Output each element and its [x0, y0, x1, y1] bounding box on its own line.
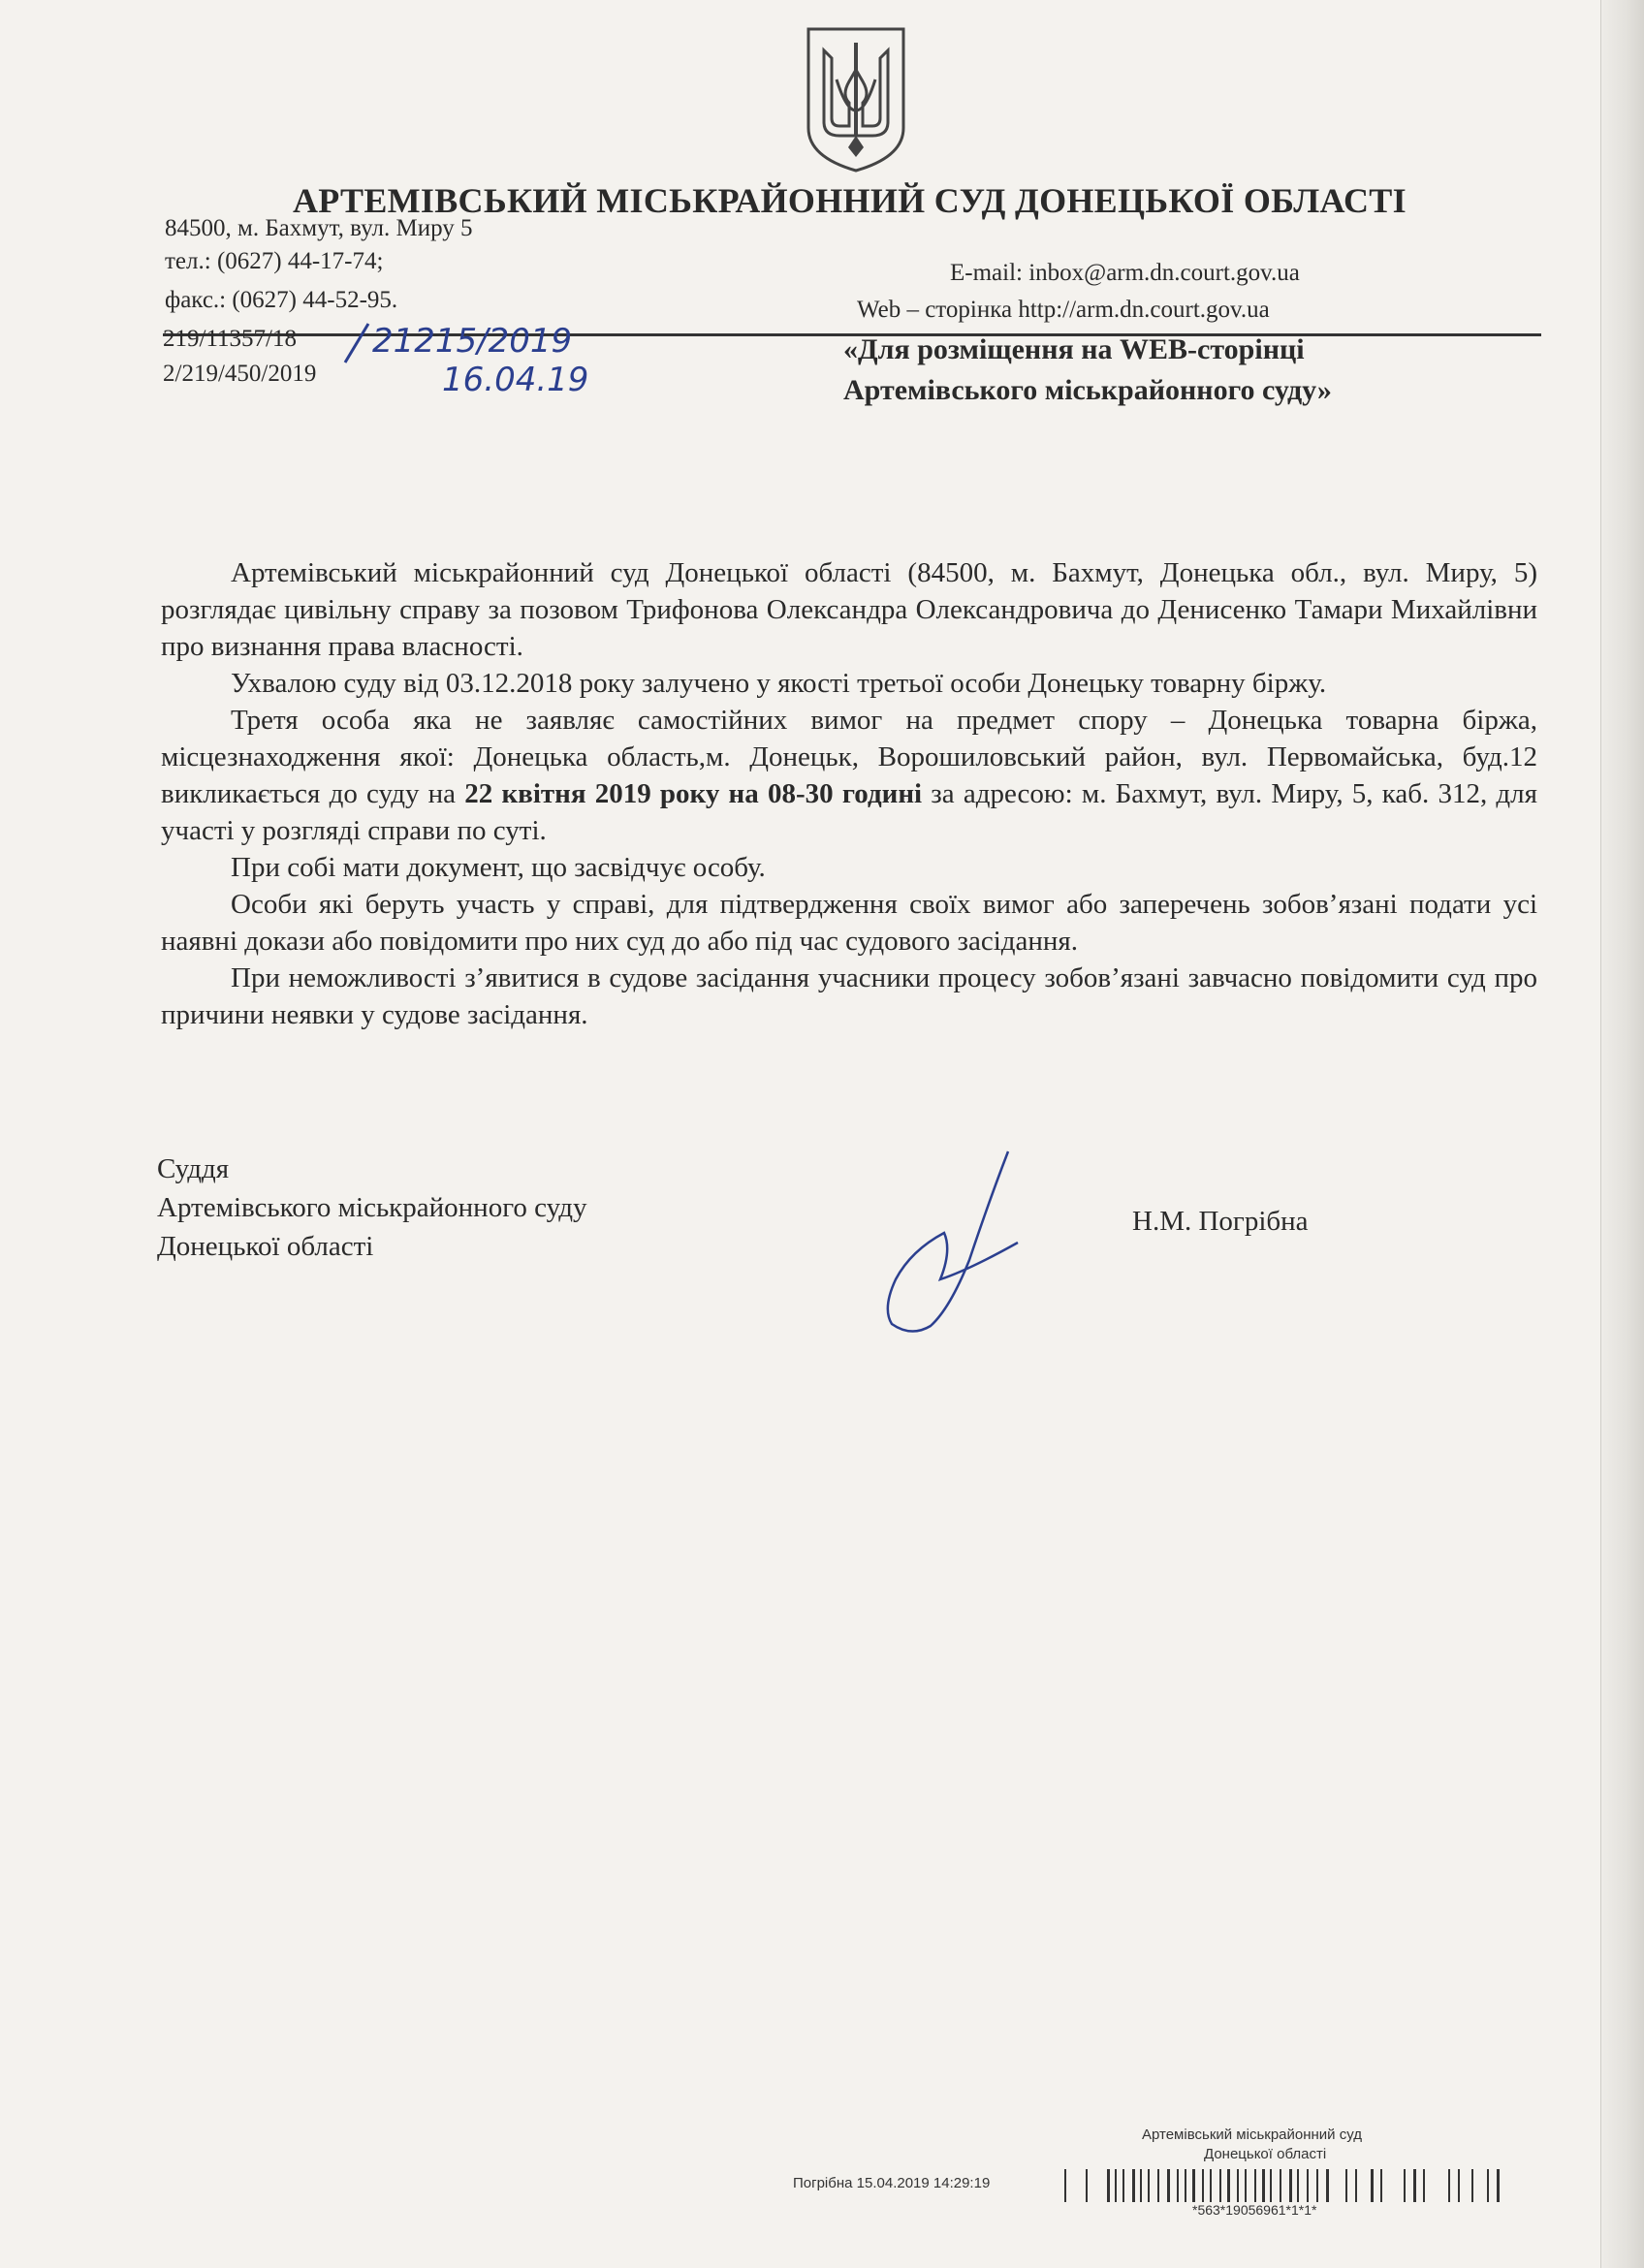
judge-name: Н.М. Погрібна	[1132, 1206, 1309, 1237]
paragraph-evidence: Особи які беруть участь у справі, для підтвердження своїх вимог або заперечень зобов’язані подати усі наявні докази або повідомити про них суд до або під час судового засідання.	[161, 889, 1537, 957]
barcode-text: *563*19056961*1*1*	[1192, 2202, 1317, 2218]
handwritten-registration-date: 16.04.19	[442, 361, 589, 399]
handwritten-slash	[339, 322, 374, 364]
web-notice-line1: «Для розміщення на WEB-сторінці	[843, 333, 1305, 365]
court-address: 84500, м. Бахмут, вул. Миру 5	[165, 215, 473, 241]
proceeding-number: 2/219/450/2019	[163, 361, 317, 387]
court-website: Web – сторінка http://arm.dn.court.gov.ua	[857, 297, 1270, 323]
handwritten-registration-number: 21215/2019	[372, 322, 573, 361]
stamp-court-line1: Артемівський міськрайонний суд	[1142, 2126, 1362, 2143]
judge-signature	[872, 1144, 1047, 1338]
summons-text-end: за адресою: м. Бахмут, вул. Миру, 5, каб. 312, для участі у розгляді справи по суті.	[161, 778, 1537, 846]
paragraph-summons	[161, 702, 1537, 849]
court-phone: тел.: (0627) 44-17-74;	[165, 248, 384, 274]
paragraph-id-document: При собі мати документ, що засвідчує особу.	[231, 852, 766, 883]
barcode	[1064, 2163, 1520, 2206]
coat-of-arms-emblem	[803, 21, 909, 174]
judge-title: Суддя	[157, 1153, 230, 1184]
summons-body	[161, 554, 1537, 1033]
web-notice-line2: Артемівського міськрайонного суду»	[843, 374, 1332, 406]
court-email: E-mail: inbox@arm.dn.court.gov.ua	[950, 260, 1300, 286]
hearing-datetime: 22 квітня 2019 року на 08-30 годині	[464, 778, 923, 809]
paper-edge	[1600, 0, 1644, 2268]
case-number: 219/11357/18	[163, 326, 297, 352]
court-name-title: АРТЕМІВСЬКИЙ МІСЬКРАЙОННИЙ СУД ДОНЕЦЬКОЇ ОБЛАСТІ	[293, 181, 1407, 220]
court-fax: факс.: (0627) 44-52-95.	[165, 287, 398, 313]
signature-block	[157, 1150, 587, 1266]
judge-region: Донецької області	[157, 1231, 374, 1262]
stamp-registration: Погрібна 15.04.2019 14:29:19	[793, 2175, 991, 2191]
judge-court: Артемівського міськрайонного суду	[157, 1192, 587, 1223]
stamp-court-line2: Донецької області	[1204, 2146, 1327, 2162]
paragraph-case: Артемівський міськрайонний суд Донецької області (84500, м. Бахмут, Донецька обл., вул. Миру, 5) розглядає цивільну справу за позовом Трифонова Олександра Олександровича до Денисенко Тамари Михайлівни про визнання права власності.	[161, 557, 1537, 662]
summons-text-start: Третя особа яка не заявляє самостійних вимог на предмет спору – Донецька товарна біржа, місцезнаходження якої: Донецька область,м. Донецьк, Ворошиловський район, вул. Первомайська, буд.12 викликається до суду на	[161, 705, 1537, 809]
paragraph-absence: При неможливості з’явитися в судове засідання учасники процесу зобов’язані завчасно повідомити суд про причини неявки у судове засідання.	[161, 962, 1537, 1030]
paragraph-third-party: Ухвалою суду від 03.12.2018 року залучено у якості третьої особи Донецьку товарну біржу.	[231, 668, 1327, 699]
